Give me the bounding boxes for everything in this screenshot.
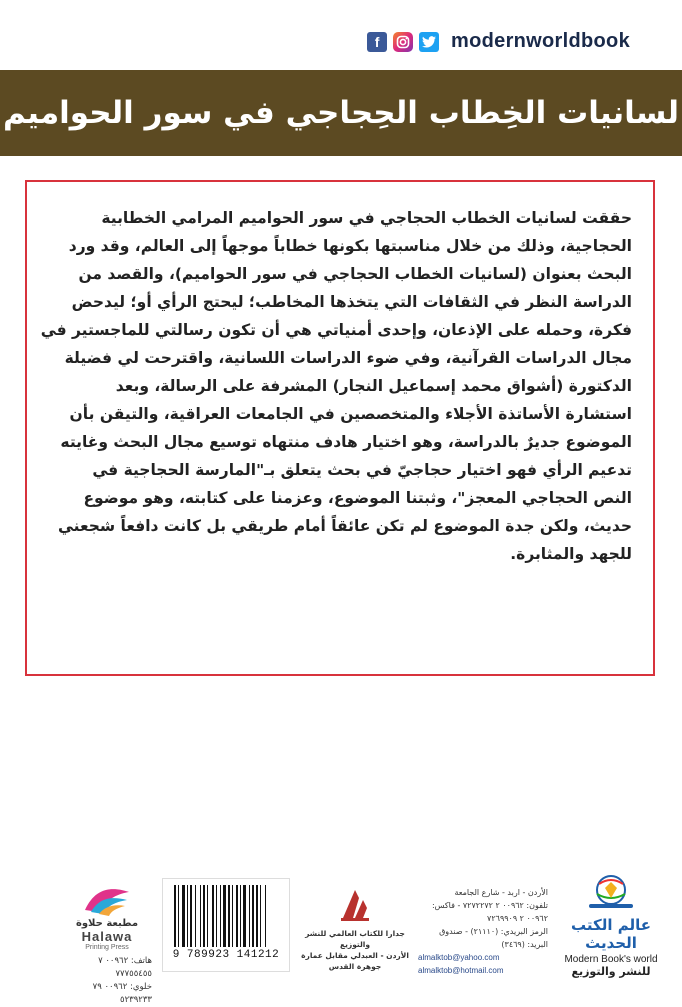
- blurb-line: حققت لسانيات الخطاب الحجاجي في سور الحواميم المرامي الخطابية: [101, 209, 632, 227]
- blurb-line: مجال الدراسات القرآنية، وفي ضوء الدراسات اللسانية، واقترحت لي فضيلة: [64, 349, 632, 367]
- contact-email-1[interactable]: almalktob@yahoo.com: [418, 953, 500, 962]
- book-title: لسانيات الخِطاب الحِجاجي في سور الحواميم: [2, 95, 680, 131]
- isbn-barcode: [162, 878, 290, 972]
- social-bar: [367, 30, 630, 53]
- title-band: [0, 70, 682, 156]
- isbn-number: 9 789923 141212: [172, 949, 280, 961]
- publisher-block: [556, 872, 666, 978]
- distributor-logo-icon: [335, 884, 375, 924]
- blurb-line: استشارة الأساتذة الأجلاء والمتخصصين في الجامعات العراقية، والتيقن بأن: [69, 405, 632, 423]
- blurb-line: للجهد والمثابرة.: [510, 545, 632, 563]
- publisher-name-en: Modern Book's world: [564, 954, 658, 965]
- barcode-bars: [170, 885, 282, 947]
- publisher-logo-icon: [581, 872, 641, 912]
- distributor-line1: جدارا للكتاب العالمي للنشر والتوزيع: [305, 929, 405, 949]
- blurb-line: النص الحجاجي المعجز"، وثبتنا الموضوع، وعزمنا على كتابته، وهو موضوع: [83, 489, 632, 507]
- blurb-line: البحث بعنوان (لسانيات الخطاب الحجاجي في سور الحواميم)، والقصد من: [78, 265, 632, 283]
- printer-name-ar: مطبعة حلاوة: [75, 918, 139, 929]
- publisher-tagline: للنشر والتوزيع: [571, 965, 651, 978]
- printer-name-en: Halawa: [81, 929, 133, 944]
- contact-phone: تلفون: ٠٠٩٦٢ ٢ ٧٢٧٢٢٧٢ - فاكس: ٠٠٩٦٢ ٢ ٧٢٦٩٩٠٩: [431, 901, 548, 923]
- contact-email-2[interactable]: almalktob@hotmail.com: [418, 966, 504, 975]
- blurb-line: حديث، ولكن جدة الموضوع لم تكن عائقاً أمام طريقي بل كانت دافعاً شجعني: [57, 517, 632, 535]
- twitter-icon: [419, 32, 439, 52]
- contact-address: الأردن - اربد - شارع الجامعة: [454, 888, 548, 897]
- facebook-icon: f: [367, 32, 387, 52]
- instagram-icon: [393, 32, 413, 52]
- blurb-line: الحجاجية، وذلك من خلال مناسبتها بكونها خطاباً موجهاً إلى العالم، وقد ورد: [68, 237, 632, 255]
- blurb-line: الدكتورة (أشواق محمد إسماعيل النجار) المشرفة على الرسالة، وبعد: [115, 377, 632, 395]
- footer: [0, 868, 682, 1005]
- blurb-line: فكرة، وحمله على الإذعان، وإحدى أمنياتي هي أن تكون رسالتي للماجستير في: [40, 321, 632, 339]
- contact-po: الرمز البريدي: (٢١١١٠) - صندوق البريد: (٣٤٦٩): [439, 927, 548, 949]
- distributor-block: [300, 884, 410, 972]
- publisher-name-ar: عالم الكتب الحديث: [571, 916, 651, 952]
- printer-phone: هاتف: ٠٠٩٦٢ ٧ ٧٧٧٥٥٤٥٥: [98, 956, 152, 979]
- blurb-line: تدعيم الرأي فهو اختيار حجاجيّ في بحث يتعلق بـ"المارسة الحجاجية في: [92, 461, 632, 479]
- printer-block: [62, 884, 152, 1007]
- printer-logo-icon: [81, 884, 133, 918]
- printer-mobile: خلوي: ٠٠٩٦٢ ٧٩ ٥٢٣٩٢٣٣: [92, 982, 152, 1005]
- printer-sub: Printing Press: [85, 944, 129, 951]
- blurb-line: الموضوع جديرٌ بالدراسة، وهو اختيار هادف منتهاه توسيع مجال البحث وغايته: [60, 433, 632, 451]
- blurb-line: الدراسة النظر في الثقافات التي يتخذها المخاطب؛ ليحتج الرأي أو؛ ليدحض: [71, 293, 632, 311]
- printer-phones: [62, 955, 152, 1007]
- blurb-text: [40, 204, 632, 568]
- publisher-contact: [418, 886, 548, 977]
- distributor-line2: الأردن - العبدلي مقابل عمارة جوهرة القدس: [301, 951, 409, 971]
- social-handle: modernworldbook: [451, 30, 630, 52]
